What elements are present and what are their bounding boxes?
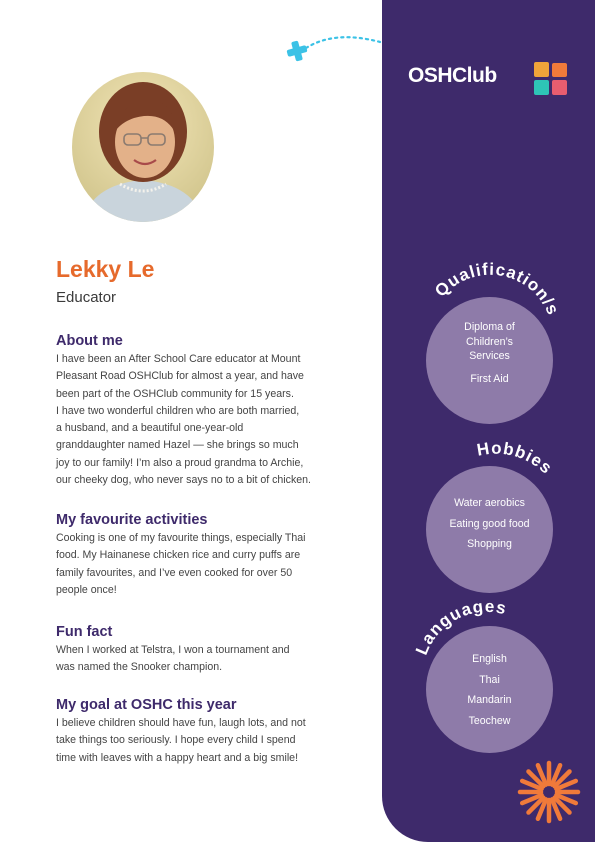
qualification-item: First Aid (470, 372, 509, 385)
activities-line: people once! (56, 583, 117, 596)
about-line: Pleasant Road OSHClub for almost a year, and have (56, 370, 304, 383)
about-line: I have been an After School Care educator at Mount (56, 353, 301, 365)
qualification-item: Diploma of (464, 321, 515, 333)
decorative-cross-icon (280, 30, 390, 75)
qualifications-circle (426, 297, 553, 424)
language-item: Teochew (468, 714, 511, 727)
hobbies-circle (426, 466, 553, 593)
goal-line: I believe children should have fun, laugh lots, and not (56, 717, 306, 729)
hobby-item: Shopping (467, 538, 512, 550)
language-item: English (472, 653, 507, 665)
qualifications-title-text: Qualification/s (431, 259, 563, 319)
hobby-item: Eating good food (449, 517, 530, 530)
activities-heading: My favourite activities (56, 512, 208, 528)
about-line: I have two wonderful children who are both married, (56, 404, 300, 417)
activities-text (56, 530, 342, 599)
oshclub-logo (408, 64, 568, 94)
profile-role: Educator (56, 289, 117, 306)
portrait-photo (72, 72, 214, 222)
hobby-item: Water aerobics (454, 497, 525, 509)
about-text (56, 351, 342, 489)
about-line: our cheeky dog, who never says no to a bit of chicken. (56, 474, 311, 487)
logo-squares-icon (534, 62, 568, 96)
language-item: Mandarin (467, 694, 512, 706)
languages-circle (426, 626, 553, 753)
logo-text: OSHClub (408, 64, 497, 87)
goal-text (56, 715, 342, 767)
about-line: granddaughter named Hazel — she brings so much (56, 439, 299, 452)
about-line: a husband, and a beautiful one-year-old (56, 422, 244, 435)
sunburst-icon (517, 760, 581, 824)
goal-line: take things too seriously. I hope every child I spend (56, 734, 296, 747)
about-heading: About me (56, 333, 123, 349)
fun-fact-line: was named the Snooker champion. (56, 661, 223, 674)
qualification-item: Services (469, 350, 510, 362)
activities-line: Cooking is one of my favourite things, especially Thai (56, 532, 306, 544)
fun-fact-heading: Fun fact (56, 624, 113, 640)
activities-line: family favourites, and I’ve even cooked for over 50 (56, 566, 293, 579)
goal-heading: My goal at OSHC this year (56, 697, 237, 713)
about-line: been part of the OSHClub community for 15 years. (56, 387, 294, 400)
about-line: joy to our family! I’m also a proud grandma to Archie, (56, 456, 304, 469)
fun-fact-line: When I worked at Telstra, I won a tournament and (56, 644, 290, 656)
goal-line: time with leaves with a happy heart and a big smile! (56, 751, 299, 764)
profile-name: Lekky Le (56, 256, 155, 282)
fun-fact-text (56, 642, 342, 677)
hobbies-title-text: Hobbies (475, 438, 557, 478)
activities-line: food. My Hainanese chicken rice and curry puffs are (56, 549, 301, 562)
language-item: Thai (479, 673, 500, 686)
languages-title-text: Languages (411, 596, 509, 658)
qualification-item: Children’s (466, 335, 513, 348)
